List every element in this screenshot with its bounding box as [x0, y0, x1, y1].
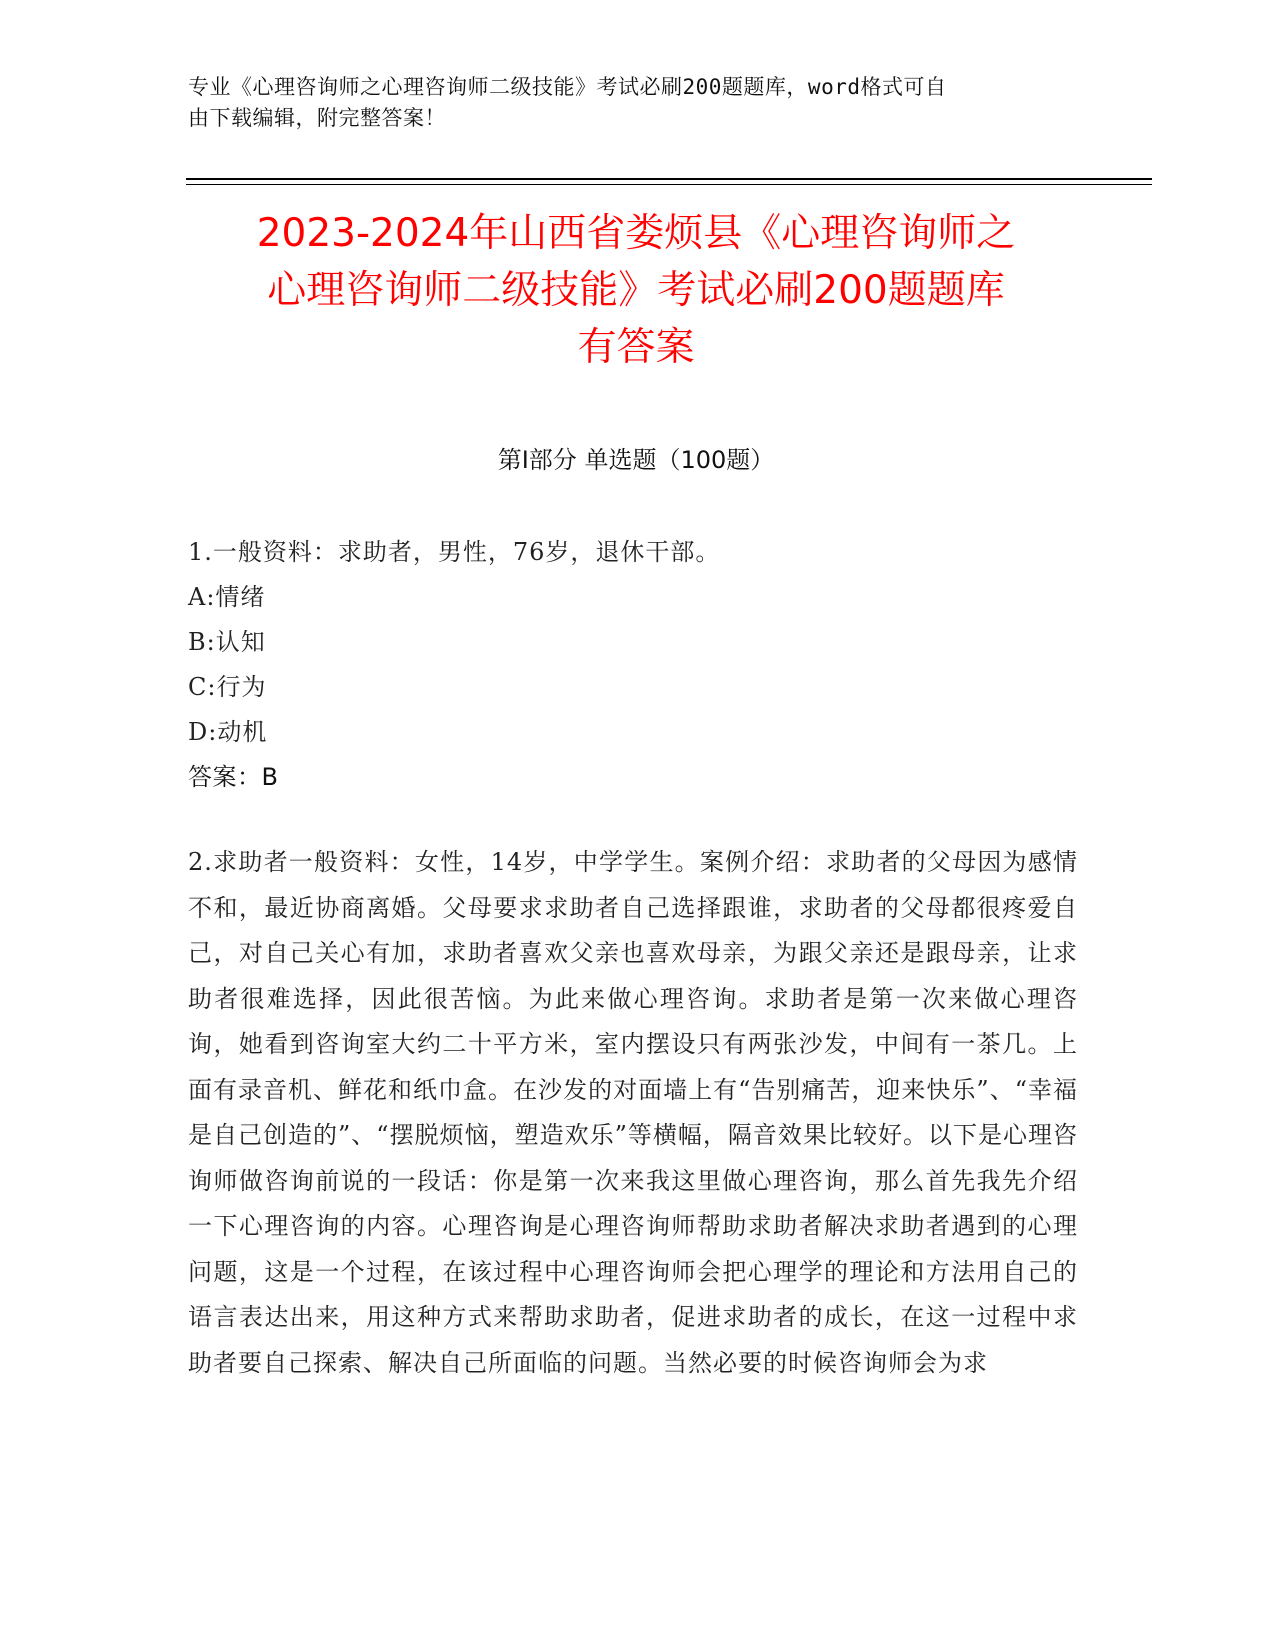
question-stem: 2.求助者一般资料：女性，14岁，中学学生。案例介绍：求助者的父母因为感情不和，最近协商离婚。父母要求求助者自己选择跟谁，求助者的父母都很疼爱自己，对自己关心有加，求助者喜欢父亲也喜欢母亲，为跟父亲还是跟母亲，让求助者很难选择，因此很苦恼。为此来做心理咨询。求助者是第一次来做心理咨询，她看到咨询室大约二十平方米，室内摆设只有两张沙发，中间有一茶几。上面有录音机、鲜花和纸巾盒。在沙发的对面墙上有“告别痛苦，迎来快乐”、“幸福是自己创造的”、“摆脱烦恼，塑造欢乐”等横幅，隔音效果比较好。以下是心理咨询师做咨询前说的一段话：你是第一次来我这里做心理咨询，那么首先我先介绍一下心理咨询的内容。心理咨询是心理咨询师帮助求助者解决求助者遇到的心理问题，这是一个过程，在该过程中心理咨询师会把心理学的理论和方法用自己的语言表达出来，用这种方式来帮助求助者，促进求助者的成长，在这一过程中求助者要自己探索、解决自己所面临的问题。当然必要的时候咨询师会为求: [188, 848, 1078, 1377]
header-note-line-2: 由下载编辑，附完整答案！: [188, 106, 446, 130]
header-rule-thin: [186, 184, 1152, 185]
header-note: [188, 72, 1068, 134]
title-line-3: 有答案: [577, 325, 695, 370]
header-rule-thick: [186, 178, 1152, 180]
title-line-2: 心理咨询师二级技能》考试必刷200题题库: [267, 268, 1005, 313]
question-2: [188, 840, 1078, 1386]
title-line-1: 2023-2024年山西省娄烦县《心理咨询师之: [256, 211, 1016, 256]
option-b: B:认知: [188, 628, 266, 656]
question-stem: 1.一般资料：求助者，男性，76岁，退休干部。: [188, 538, 721, 566]
option-d: D:动机: [188, 718, 268, 746]
answer-label: 答案：B: [188, 763, 279, 791]
header-note-line-1: 专业《心理咨询师之心理咨询师二级技能》考试必刷200题题库，word格式可自: [188, 75, 947, 99]
question-1: [188, 530, 1078, 800]
section-heading: 第Ⅰ部分 单选题（100题）: [497, 446, 775, 474]
option-c: C:行为: [188, 673, 267, 701]
option-a: A:情绪: [188, 583, 266, 611]
document-title: [186, 205, 1086, 376]
